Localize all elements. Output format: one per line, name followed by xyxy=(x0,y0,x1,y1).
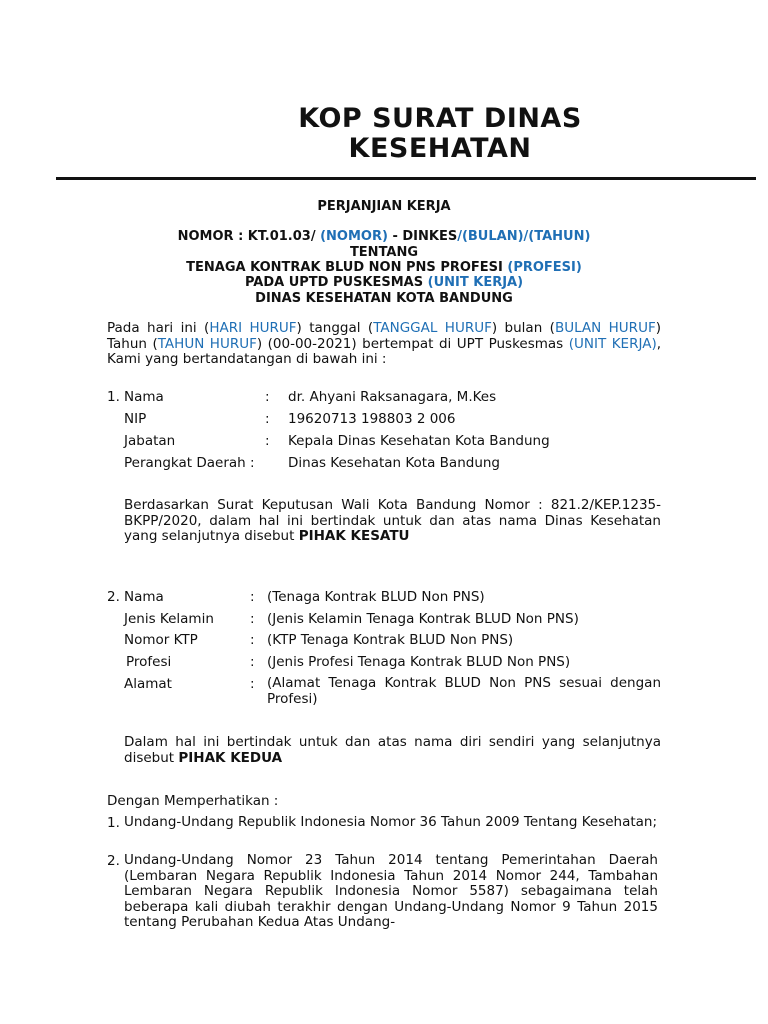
party-1-desc-text: Berdasarkan Surat Keputusan Wali Kota Bandung Nomor : 821.2/KEP.1235-BKPP/2020, dalam hal ini bertindak untuk dan atas nama Dinas Kesehatan yang selanjutnya disebut xyxy=(124,497,661,544)
hari-huruf-field: HARI HURUF xyxy=(209,320,297,336)
intro-text-1: Pada hari ini ( xyxy=(107,320,210,336)
document-title: PERJANJIAN KERJA xyxy=(317,199,451,214)
consideration-number-2: 2. xyxy=(107,853,120,869)
nomor-line xyxy=(0,229,768,245)
profesi-field: (PROFESI) xyxy=(507,260,582,275)
party-2-colon: : xyxy=(250,676,255,692)
consideration-number-1: 1. xyxy=(107,815,120,831)
party-2-label-nomor-ktp: Nomor KTP xyxy=(124,632,198,648)
tentang-line: TENTANG xyxy=(349,245,419,260)
party-1-label-nip: NIP xyxy=(124,411,147,427)
memperhatikan-heading: Dengan Memperhatikan : xyxy=(107,793,279,809)
subject-line-2 xyxy=(0,275,768,291)
intro-text-6: , Kami yang bertandatangan di bawah ini : xyxy=(107,335,662,367)
letterhead-divider xyxy=(56,177,756,180)
party-2-label-jenis-kelamin: Jenis Kelamin xyxy=(124,611,214,627)
intro-text-3: ) bulan ( xyxy=(491,320,555,336)
intro-paragraph xyxy=(107,321,661,368)
consideration-item-1: Undang-Undang Republik Indonesia Nomor 36 Tahun 2009 Tentang Kesehatan; xyxy=(124,814,658,830)
party-1-description xyxy=(124,498,661,545)
party-1-colon: : xyxy=(265,411,270,427)
intro-text-2: ) tanggal ( xyxy=(296,320,374,336)
party-2-colon: : xyxy=(250,589,255,605)
party-1-number: 1. xyxy=(107,389,120,405)
nomor-prefix: NOMOR : KT.01.03/ xyxy=(177,229,316,244)
bulan-tahun-field: /(BULAN)/(TAHUN) xyxy=(457,229,591,244)
party-2-desc-text: Dalam hal ini bertindak untuk dan atas nama diri sendiri yang selanjutnya disebut xyxy=(124,734,661,766)
unit-kerja-field: (UNIT KERJA) xyxy=(427,275,524,290)
letterhead-title xyxy=(180,104,700,164)
party-2-number: 2. xyxy=(107,589,120,605)
party-1-value-nip: 19620713 198803 2 006 xyxy=(288,411,456,427)
subject-line-1 xyxy=(0,260,768,276)
tahun-huruf-field: TAHUN HURUF xyxy=(157,335,257,352)
party-1-colon: : xyxy=(265,389,270,405)
nomor-mid: - DINKES xyxy=(387,229,458,244)
party-2-label-profesi: Profesi xyxy=(126,654,172,670)
party-1-colon: : xyxy=(265,433,270,449)
party-1-value-nama: dr. Ahyani Raksanagara, M.Kes xyxy=(288,389,497,405)
party-2-value-nomor-ktp: (KTP Tenaga Kontrak BLUD Non PNS) xyxy=(267,632,514,648)
subject-text-2: PADA UPTD PUSKESMAS xyxy=(244,275,428,290)
party-2-label-nama: Nama xyxy=(124,589,164,605)
party-1-value-perangkat-daerah: Dinas Kesehatan Kota Bandung xyxy=(288,455,501,471)
bulan-huruf-field: BULAN HURUF xyxy=(554,320,656,336)
party-2-label-alamat: Alamat xyxy=(124,676,172,692)
party-2-value-nama: (Tenaga Kontrak BLUD Non PNS) xyxy=(267,589,485,605)
party-2-value-alamat: (Alamat Tenaga Kontrak BLUD Non PNS sesuai dengan Profesi) xyxy=(267,675,661,707)
nomor-field: (NOMOR) xyxy=(320,229,388,244)
party-1-value-jabatan: Kepala Dinas Kesehatan Kota Bandung xyxy=(288,433,550,449)
pihak-kesatu-label: PIHAK KESATU xyxy=(298,528,410,544)
party-1-label-perangkat-daerah: Perangkat Daerah : xyxy=(124,455,255,471)
intro-text-5: ) (00-00-2021) bertempat di UPT Puskesmas xyxy=(256,335,569,352)
party-1-label-jabatan: Jabatan xyxy=(124,433,176,449)
party-1-label-nama: Nama xyxy=(124,389,164,405)
intro-unit-kerja-field: (UNIT KERJA) xyxy=(568,335,657,352)
letterhead-line-2: KESEHATAN xyxy=(348,133,532,164)
subject-line-3: DINAS KESEHATAN KOTA BANDUNG xyxy=(255,291,513,306)
party-2-value-profesi: (Jenis Profesi Tenaga Kontrak BLUD Non PNS) xyxy=(267,654,571,670)
party-2-description xyxy=(124,735,661,766)
party-2-value-jenis-kelamin: (Jenis Kelamin Tenaga Kontrak BLUD Non PNS) xyxy=(267,611,579,627)
pihak-kedua-label: PIHAK KEDUA xyxy=(178,749,283,766)
consideration-item-2: Undang-Undang Nomor 23 Tahun 2014 tentang Pemerintahan Daerah (Lembaran Negara Republik Indonesia Tahun 2014 Nomor 244, Tambahan Lembaran Negara Republik Indonesia Nomor 5587) sebagaimana telah beberapa kali diubah terakhir dengan Undang-Undang Nomor 9 Tahun 2015 tentang Perubahan Kedua Atas Undang- xyxy=(124,852,658,930)
party-2-colon: : xyxy=(250,654,255,670)
party-2-colon: : xyxy=(250,632,255,648)
subject-text: TENAGA KONTRAK BLUD NON PNS PROFESI xyxy=(186,260,508,275)
tanggal-huruf-field: TANGGAL HURUF xyxy=(373,320,492,336)
intro-text-4: ) Tahun ( xyxy=(107,320,661,352)
letterhead-line-1: KOP SURAT DINAS xyxy=(298,103,582,134)
party-2-colon: : xyxy=(250,611,255,627)
